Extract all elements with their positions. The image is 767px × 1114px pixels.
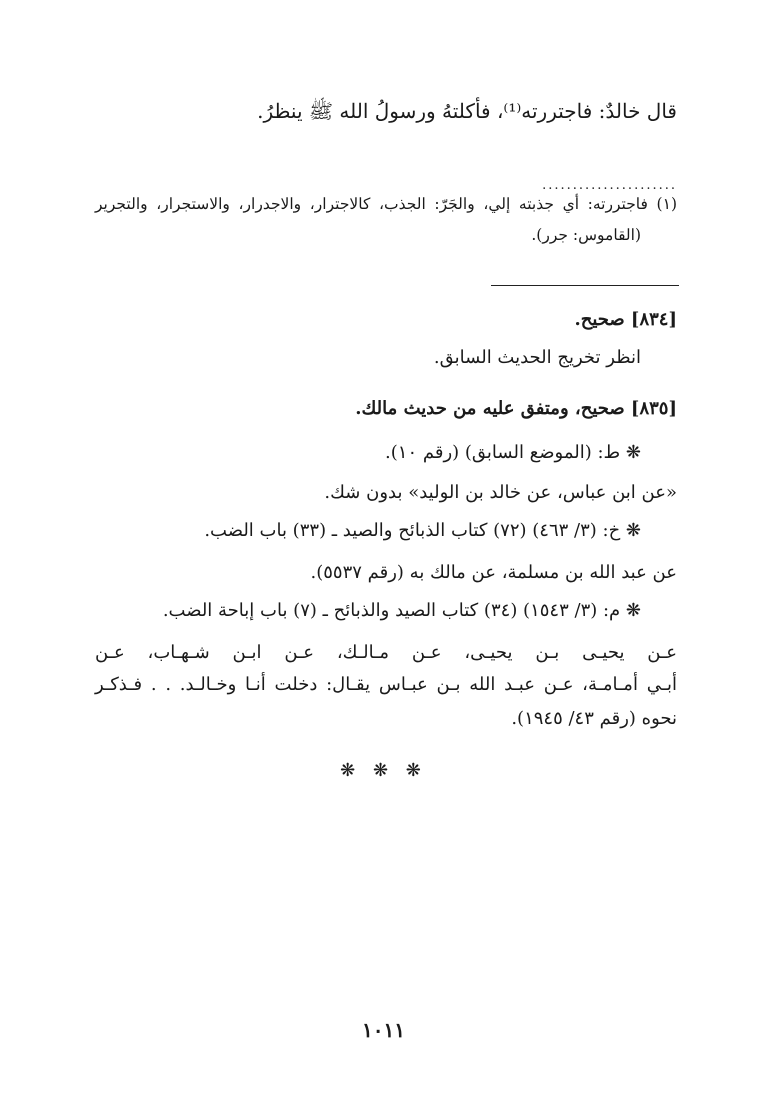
entry-834-note: انظر تخريج الحديث السابق. xyxy=(433,347,641,368)
entry-835-kh-note: عن عبد الله بن مسلمة، عن مالك به (رقم ٥٥٣٧). xyxy=(310,562,677,583)
entry-835-heading: [٨٣٥] صحيح، ومتفق عليه من حديث مالك. xyxy=(355,398,677,419)
entry-835-ta: ❋ ط: (الموضع السابق) (رقم ١٠). xyxy=(385,442,641,463)
footnote-line-1: (١) فاجتررته: أي جذبته إلي، والجَرّ: الجذب، كالاجترار، والاجدرار، والاستجرار، والتجرير xyxy=(95,195,677,213)
end-of-section-mark: ❋ ❋ ❋ xyxy=(340,760,427,781)
section-divider xyxy=(491,285,679,286)
entry-835-ta-note: «عن ابن عباس، عن خالد بن الوليد» بدون شك. xyxy=(324,482,677,503)
page-number: ١٠١١ xyxy=(362,1018,405,1042)
entry-834-heading: [٨٣٤] صحيح. xyxy=(574,309,677,330)
entry-835-kh: ❋ خ: (٣/ ٤٦٣) (٧٢) كتاب الذبائح والصيد ـ (٣٣) باب الضب. xyxy=(204,520,641,541)
entry-835-m-line-2: أبـي أمـامـة، عـن عبـد الله بـن عبـاس يقـال: دخلت أنـا وخـالـد. . . فـذكـر xyxy=(95,674,677,695)
entry-835-m-line-3: نحوه (رقم ٤٣/ ١٩٤٥). xyxy=(511,708,677,729)
entry-835-m: ❋ م: (٣/ ١٥٤٣) (٣٤) كتاب الصيد والذبائح ـ (٧) باب إباحة الضب. xyxy=(162,600,641,621)
hadith-text: قال خالدٌ: فاجتررته⁽¹⁾، فأكلتهُ ورسولُ الله ﷺ ينظرُ. xyxy=(257,99,677,123)
entry-835-m-line-1: عـن يحيـى بـن يحيـى، عـن مـالـك، عـن ابـن شـهـاب، عـن xyxy=(95,642,677,663)
footnote-line-2: (القاموس: جرر). xyxy=(531,226,641,244)
footnote-separator: ...................... xyxy=(542,178,677,193)
